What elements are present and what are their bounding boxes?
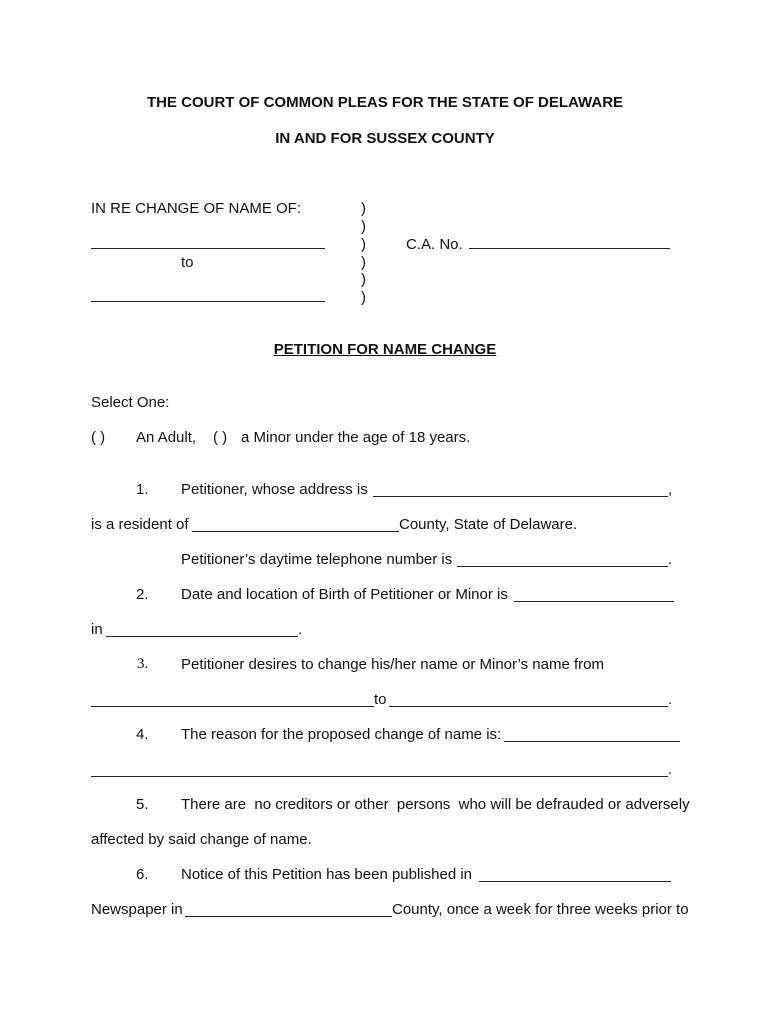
petition-title: PETITION FOR NAME CHANGE [273,341,497,358]
item-4-text: The reason for the proposed change of name is: [181,726,502,743]
birth-end: . [298,621,303,638]
adult-checkbox[interactable]: ( ) [91,429,106,446]
birth-location-line[interactable] [106,636,298,637]
reason-line[interactable] [504,741,680,742]
reason-line-2[interactable] [91,776,668,777]
minor-label: a Minor under the age of 18 years. [241,429,471,446]
address-line[interactable] [373,496,668,497]
in-re-label: IN RE CHANGE OF NAME OF: [91,200,302,217]
item-6-number: 6. [136,866,149,883]
new-name-line[interactable] [91,301,325,302]
court-title: THE COURT OF COMMON PLEAS FOR THE STATE OF DELAWARE [146,94,624,111]
birth-date-line[interactable] [514,601,674,602]
item-5-text: There are no creditors or other persons who will be defrauded or adversely [181,796,690,813]
item-5-continuation: affected by said change of name. [91,831,312,848]
newspaper-line[interactable] [479,881,671,882]
item-1-comma: , [668,481,673,498]
newspaper-label: Newspaper in [91,901,183,918]
caption-paren: ) [361,289,366,306]
minor-checkbox[interactable]: ( ) [213,429,228,446]
old-name-line[interactable] [91,248,325,249]
current-name-line[interactable] [91,706,374,707]
ca-no-line[interactable] [469,248,670,249]
resident-county-line[interactable] [192,531,399,532]
resident-county-text: County, State of Delaware. [399,516,578,533]
phone-label: Petitioner’s daytime telephone number is [181,551,453,568]
item-2-number: 2. [136,586,149,603]
item-1-text: Petitioner, whose address is [181,481,368,498]
newspaper-county-line[interactable] [185,916,392,917]
newspaper-county-text: County, once a week for three weeks prior to [392,901,689,918]
to-label: to [181,254,194,271]
phone-line[interactable] [457,566,668,567]
item-4-end: . [668,761,673,778]
item-4-number: 4. [136,726,149,743]
caption-paren: ) [361,254,366,271]
birth-in-label: in [91,621,103,638]
item-2-text: Date and location of Birth of Petitioner or Minor is [181,586,508,603]
phone-end: . [668,551,673,568]
caption-paren: ) [361,236,366,253]
county-title: IN AND FOR SUSSEX COUNTY [275,130,495,147]
proposed-name-line[interactable] [389,706,668,707]
item-1-number: 1. [136,481,149,498]
adult-label: An Adult, [136,429,197,446]
item-3-text: Petitioner desires to change his/her name or Minor’s name from [181,656,604,673]
item-5-number: 5. [136,796,149,813]
item-3-end: . [668,691,673,708]
caption-paren: ) [361,200,366,217]
select-one-label: Select One: [91,394,170,411]
resident-label: is a resident of [91,516,189,533]
caption-paren: ) [361,271,366,288]
item-6-text: Notice of this Petition has been published in [181,866,473,883]
item-3-number: 3. [137,656,149,672]
item-3-to: to [374,691,387,708]
caption-paren: ) [361,218,366,235]
ca-no-label: C.A. No. [406,236,463,253]
